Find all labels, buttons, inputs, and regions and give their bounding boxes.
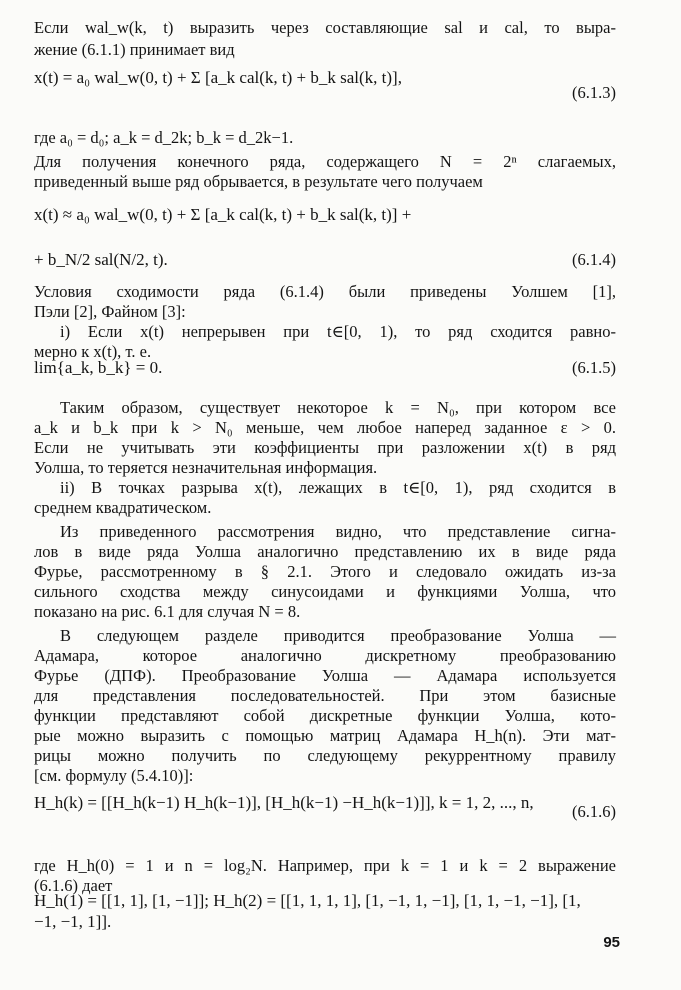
text-line: среднем квадратическом. <box>34 498 212 517</box>
text-line: рые можно выразить с помощью матриц Адамара H_h(n). Эти мат- <box>34 726 616 745</box>
text-line: для представления последовательностей. При этом базисные <box>34 686 616 705</box>
text-line: (6.1.6) дает <box>34 876 113 895</box>
text-line: жение (6.1.1) принимает вид <box>34 40 235 59</box>
text-line: a_k и b_k при k > N₀ меньше, чем любое наперед заданное ε > 0. <box>34 418 616 437</box>
text-line: [см. формулу (5.4.10)]: <box>34 766 194 785</box>
equation-6-1-3 <box>34 68 402 88</box>
equation-6-1-4a <box>34 205 411 225</box>
equation-text: + b_N/2 sal(N/2, t). <box>34 250 168 269</box>
equation-text: x(t) = a₀ wal_w(0, t) + Σ [a_k cal(k, t) + b_k sal(k, t)], <box>34 68 402 87</box>
text-line: Из приведенного рассмотрения видно, что представление сигна- <box>60 522 616 541</box>
text-line: Фурье, рассмотренному в § 2.1. Этого и следовало ожидать из-за <box>34 562 616 581</box>
text-line: приведенный выше ряд обрывается, в результате чего получаем <box>34 172 483 191</box>
equation-6-1-6 <box>34 792 544 813</box>
text-line: Если wal_w(k, t) выразить через составляющие sal и cal, то выра- <box>34 18 616 37</box>
equation-number: (6.1.6) <box>572 802 616 821</box>
text-line: где H_h(0) = 1 и n = log₂N. Например, при k = 1 и k = 2 выражение <box>34 856 616 875</box>
text-line: В следующем разделе приводится преобразование Уолша — <box>60 626 616 645</box>
page-number: 95 <box>603 934 620 951</box>
text-line: рицы можно получить по следующему рекуррентному правилу <box>34 746 616 765</box>
text-line: Таким образом, существует некоторое k = N₀, при котором все <box>60 398 616 417</box>
text-line: сильного сходства между синусоидами и функциями Уолша, что <box>34 582 616 601</box>
equation-number: (6.1.5) <box>572 358 616 377</box>
text-line: Пэли [2], Файном [3]: <box>34 302 186 321</box>
text-line: мерно к x(t), т. е. <box>34 342 152 361</box>
text-line: Условия сходимости ряда (6.1.4) были приведены Уолшем [1], <box>34 282 616 301</box>
text-line: Фурье (ДПФ). Преобразование Уолша — Адамара используется <box>34 666 616 685</box>
text-line: показано на рис. 6.1 для случая N = 8. <box>34 602 301 621</box>
text-line: где a₀ = d₀; a_k = d_2k; b_k = d_2k−1. <box>34 128 294 147</box>
text-line: ii) В точках разрыва x(t), лежащих в t∈[0, 1), ряд сходится в <box>60 478 616 497</box>
text-line: i) Если x(t) непрерывен при t∈[0, 1), то ряд сходится равно- <box>60 322 616 341</box>
text-line: функции представляют собой дискретные функции Уолша, кото- <box>34 706 616 725</box>
equation-number: (6.1.4) <box>572 250 616 269</box>
equation-6-1-5 <box>34 358 162 378</box>
text-line: Если не учитывать эти коэффициенты при разложении x(t) в ряд <box>34 438 616 457</box>
equation-6-1-4b <box>34 250 168 270</box>
equation-hadamard-examples <box>34 890 594 932</box>
equation-text: H_h(1) = [[1, 1], [1, −1]]; H_h(2) = [[1, 1, 1, 1], [1, −1, 1, −1], [1, 1, −1, −1], [1, −1, −1, 1]]. <box>34 891 581 931</box>
text-line: Для получения конечного ряда, содержащего N = 2ⁿ слагаемых, <box>34 152 616 171</box>
equation-text: lim{a_k, b_k} = 0. <box>34 358 163 377</box>
text-line: Уолша, то теряется незначительная информация. <box>34 458 378 477</box>
equation-text: x(t) ≈ a₀ wal_w(0, t) + Σ [a_k cal(k, t) + b_k sal(k, t)] + <box>34 205 412 224</box>
equation-number: (6.1.3) <box>572 83 616 102</box>
text-line: лов в виде ряда Уолша аналогично представлению их в виде ряда <box>34 542 616 561</box>
equation-text: H_h(k) = [[H_h(k−1) H_h(k−1)], [H_h(k−1) −H_h(k−1)]], k = 1, 2, ..., n, <box>34 793 534 812</box>
text-line: Адамара, которое аналогично дискретному преобразованию <box>34 646 616 665</box>
